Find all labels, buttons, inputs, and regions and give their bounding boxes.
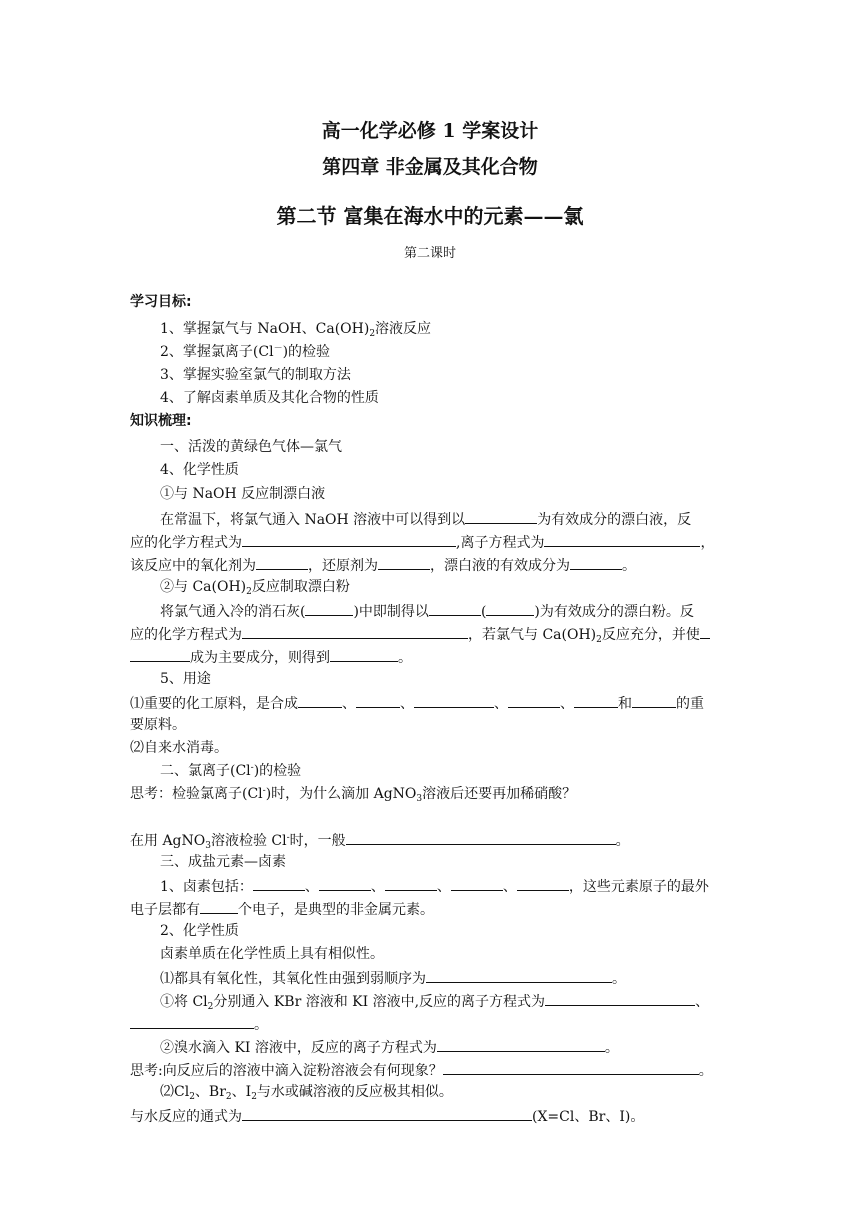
answer-blank[interactable]: [508, 693, 560, 708]
paragraph-line: 要原料。: [130, 717, 186, 733]
lesson-label: 第二课时: [403, 246, 456, 261]
paragraph-line: 应的化学方程式为 ，若氯气与 $Ca(OH)_2$反应充分，并使: [130, 624, 710, 644]
document-title: 高一化学必修 1 学案设计: [321, 120, 539, 142]
paragraph-line: 该反应中的氧化剂为 ，还原剂为 ，漂白液的有效成分为 。: [130, 555, 636, 575]
paragraph-line: 成为主要成分，则得到 。: [130, 647, 412, 667]
subheading: ②与 $Ca(OH)_2$反应制取漂白粉: [160, 579, 350, 597]
answer-blank[interactable]: [465, 509, 537, 524]
answer-blank[interactable]: [130, 1014, 254, 1029]
paragraph-line: ⑴都具有氧化性，其氧化性由强到弱顺序为 。: [160, 968, 626, 988]
answer-blank[interactable]: [574, 693, 618, 708]
objective-item: 2、掌握氯离子(Cl－)的检验: [160, 344, 331, 360]
answer-blank[interactable]: [330, 647, 398, 662]
answer-blank[interactable]: [414, 693, 494, 708]
answer-blank[interactable]: [256, 555, 308, 570]
answer-blank[interactable]: [437, 1037, 605, 1052]
section-title: 第二节 富集在海水中的元素——氯: [276, 204, 584, 228]
objective-item: 3、掌握实验室氯气的制取方法: [160, 367, 351, 383]
paragraph-line: 在用 AgNO$_3$溶液检验 Cl-时，一般 。: [130, 830, 630, 850]
paragraph-line: ①将 $Cl_2$分别通入 KBr 溶液和 KI 溶液中,反应的离子方程式为 、: [160, 991, 709, 1011]
subheading: 4、化学性质: [160, 462, 239, 478]
paragraph-line: 应的化学方程式为 ,离子方程式为 ，: [130, 532, 714, 552]
knowledge-heading: 知识梳理:: [130, 413, 192, 429]
paragraph-line: 在常温下，将氯气通入 NaOH 溶液中可以得到以 为有效成分的漂白液，反: [160, 509, 691, 529]
answer-blank[interactable]: [319, 876, 371, 891]
paragraph-line: $⑵Cl_2$、$Br_2$、$I_2$与水或碱溶液的反应极其相似。: [160, 1084, 453, 1102]
paragraph-line: 将氯气通入冷的消石灰( )中即制得以 ( )为有效成分的漂白粉。反: [160, 601, 694, 621]
objective-item: 1、掌握氯气与 NaOH、$Ca(OH)_2$溶液反应: [160, 321, 432, 339]
answer-blank[interactable]: [385, 876, 437, 891]
paragraph-line: ⑵自来水消毒。: [130, 740, 228, 756]
answer-blank[interactable]: [632, 693, 676, 708]
paragraph-line: ②溴水滴入 KI 溶液中，反应的离子方程式为 。: [160, 1037, 619, 1057]
objectives-heading: 学习目标:: [130, 294, 192, 310]
answer-blank[interactable]: [200, 899, 238, 914]
section-heading: 二、氯离子(Cl-)的检验: [160, 763, 302, 779]
answer-blank[interactable]: [242, 532, 456, 547]
subheading: 5、用途: [160, 671, 211, 687]
answer-blank[interactable]: [544, 532, 700, 547]
section-heading: 一、活泼的黄绿色气体—氯气: [160, 439, 342, 455]
objective-item: 4、了解卤素单质及其化合物的性质: [160, 390, 379, 406]
paragraph-line: 电子层都有 个电子，是典型的非金属元素。: [130, 899, 434, 919]
answer-blank[interactable]: [242, 624, 468, 639]
answer-blank[interactable]: [545, 991, 695, 1006]
chapter-title: 第四章 非金属及其化合物: [322, 156, 538, 178]
answer-blank[interactable]: [700, 624, 710, 639]
answer-blank[interactable]: [429, 601, 481, 616]
paragraph-line: 卤素单质在化学性质上具有相似性。: [160, 946, 384, 962]
answer-blank[interactable]: [346, 830, 616, 845]
section-heading: 三、成盐元素—卤素: [160, 854, 286, 870]
answer-blank[interactable]: [298, 693, 342, 708]
paragraph-line: 1、卤素包括： 、 、 、 、 ，这些元素原子的最外: [160, 876, 709, 896]
answer-blank[interactable]: [130, 647, 190, 662]
answer-blank[interactable]: [451, 876, 503, 891]
answer-blank[interactable]: [486, 601, 534, 616]
answer-blank[interactable]: [305, 601, 353, 616]
paragraph-line: 。: [130, 1014, 268, 1034]
answer-blank[interactable]: [356, 693, 400, 708]
answer-blank[interactable]: [517, 876, 569, 891]
paragraph-line: ⑴重要的化工原料，是合成 、 、 、 、 和 的重: [130, 693, 704, 713]
answer-blank[interactable]: [242, 1106, 532, 1121]
paragraph-line: 思考:向反应后的溶液中滴入淀粉溶液会有何现象？ 。: [130, 1060, 713, 1080]
paragraph-line: 思考：检验氯离子(Cl-)时，为什么滴加 AgNO$_3$溶液后还要再加稀硝酸？: [130, 786, 577, 804]
answer-blank[interactable]: [570, 555, 622, 570]
answer-blank[interactable]: [443, 1060, 699, 1075]
answer-blank[interactable]: [378, 555, 430, 570]
subheading: 2、化学性质: [160, 923, 239, 939]
answer-blank[interactable]: [253, 876, 305, 891]
answer-blank[interactable]: [426, 968, 612, 983]
subheading: ①与 NaOH 反应制漂白液: [160, 486, 326, 502]
paragraph-line: 与水反应的通式为 (X=Cl、Br、I)。: [130, 1106, 644, 1126]
